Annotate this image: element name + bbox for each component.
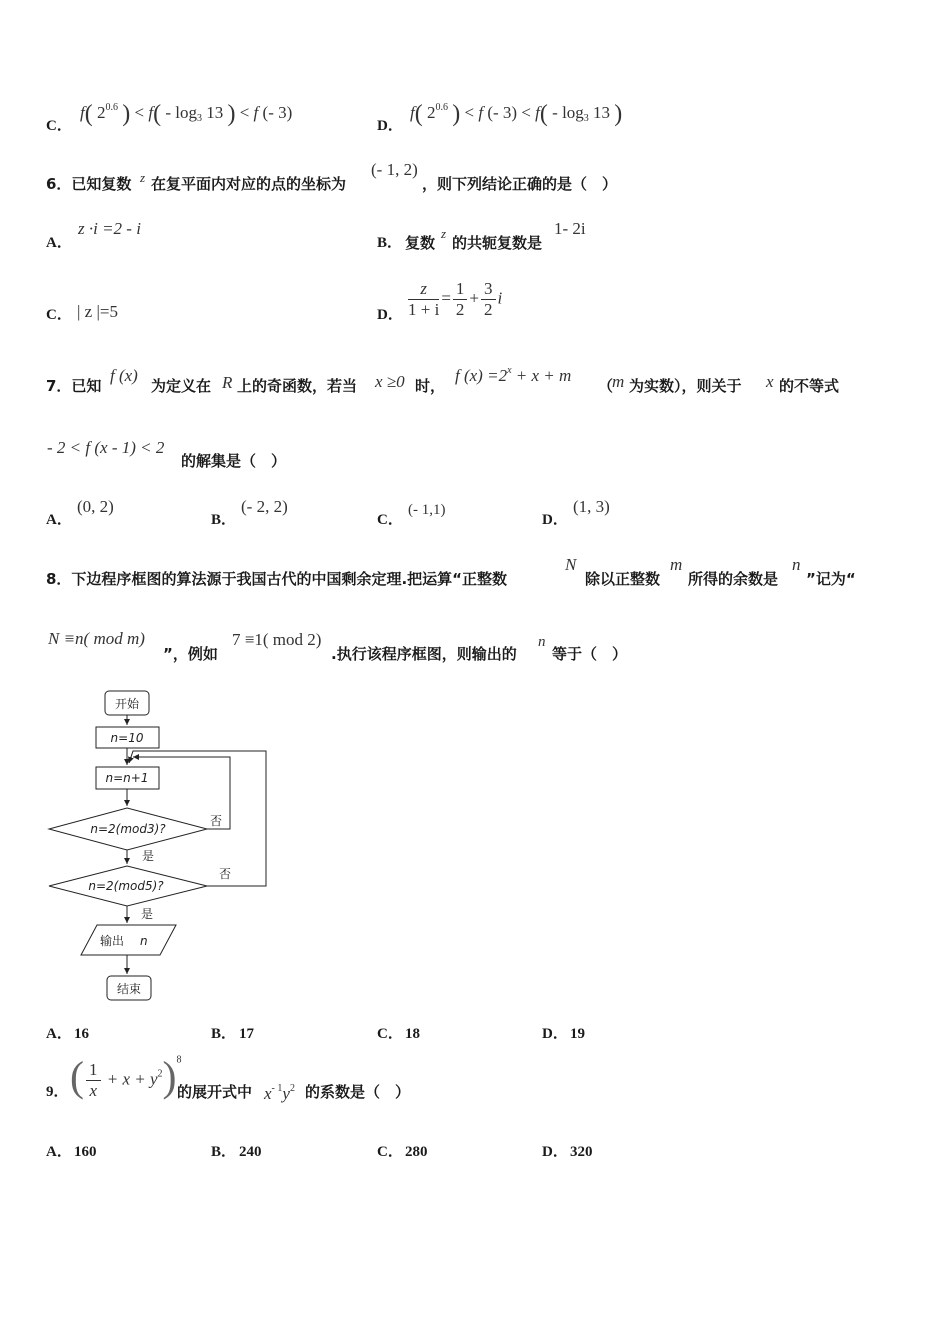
q8-option-a-label: A． bbox=[46, 1026, 72, 1042]
q8-stem-f: .执行该程序框图，则输出的 bbox=[331, 645, 517, 663]
q7-condition: x ≥0 bbox=[375, 372, 405, 391]
q8-n: n bbox=[792, 555, 801, 574]
flowchart-cond2-label: n=2(mod5)? bbox=[88, 879, 164, 893]
q8-option-c: 18 bbox=[405, 1026, 420, 1042]
q7-stem-g: 的不等式 bbox=[779, 377, 840, 395]
q9-term: $x^{- 1}y^2$ bbox=[264, 1083, 295, 1103]
q7-stem-a: 7．已知 bbox=[46, 377, 102, 395]
q7-fx: f (x) bbox=[110, 366, 138, 385]
q7-stem-h: 的解集是（ ） bbox=[181, 452, 287, 470]
q6-option-b-var: z bbox=[441, 226, 447, 241]
flowchart-output-box bbox=[81, 925, 176, 955]
q8-example: 7 ≡1( mod 2) bbox=[232, 630, 322, 649]
flowchart-yes2-label: 是 bbox=[141, 907, 154, 921]
q8-option-a: 16 bbox=[74, 1026, 89, 1042]
q7-option-c-label: C． bbox=[377, 512, 403, 528]
q7-stem-e: （ bbox=[598, 377, 614, 395]
q9-option-b-label: B． bbox=[211, 1144, 237, 1160]
flowchart-init-label: n=10 bbox=[110, 731, 144, 745]
q9-option-b: 240 bbox=[239, 1144, 262, 1160]
q6-option-b-text2: 的共轭复数是 bbox=[452, 234, 543, 252]
q8-stem-c: 所得的余数是 bbox=[688, 570, 779, 588]
q8-stem-a: 8．下边程序框图的算法源于我国古代的中国剩余定理.把运算“正整数 bbox=[46, 570, 507, 588]
q6-stem-a: 6．已知复数 bbox=[46, 175, 132, 193]
q7-option-b-label: B． bbox=[211, 512, 237, 528]
q7-option-a-label: A． bbox=[46, 512, 72, 528]
flowchart bbox=[0, 0, 300, 1010]
q8-m: m bbox=[670, 555, 683, 574]
q9-option-c-label: C． bbox=[377, 1144, 403, 1160]
q9-option-d-label: D． bbox=[542, 1144, 568, 1160]
flowchart-output-label: 输出 bbox=[100, 934, 125, 948]
q7-x: x bbox=[766, 372, 774, 391]
flowchart-cond1-label: n=2(mod3)? bbox=[90, 822, 166, 836]
q6-option-b-math: 1- 2i bbox=[554, 219, 586, 238]
q8-option-b: 17 bbox=[239, 1026, 254, 1042]
q8-option-d-label: D． bbox=[542, 1026, 568, 1042]
q7-stem-f: 为实数），则关于 bbox=[629, 377, 742, 395]
q7-option-a: (0, 2) bbox=[77, 497, 114, 516]
q9-option-a-label: A． bbox=[46, 1144, 72, 1160]
q7-stem-d: 时， bbox=[415, 377, 446, 395]
flowchart-output-var: n bbox=[140, 934, 148, 948]
q9-option-d: 320 bbox=[570, 1144, 593, 1160]
q6-option-d-label: D． bbox=[377, 307, 403, 323]
q8-option-d: 19 bbox=[570, 1026, 585, 1042]
q5-option-c-label: C． bbox=[46, 118, 72, 134]
q7-stem-b: 为定义在 bbox=[151, 377, 212, 395]
q6-option-a: z ·i =2 - i bbox=[78, 219, 141, 238]
q9-option-c: 280 bbox=[405, 1144, 428, 1160]
q7-stem-c: 上的奇函数，若当 bbox=[237, 377, 358, 395]
q8-mod-expression: N ≡n( mod m) bbox=[48, 629, 145, 648]
q9-expression: ( $\frac{1}{x}$ + $x + y^2)^8$ bbox=[70, 1054, 182, 1101]
q8-n2: n bbox=[538, 634, 546, 650]
flowchart-yes1-label: 是 bbox=[142, 849, 155, 863]
q5-option-c-formula: f( $2^{0.6}$ ) < $f( - \log_3 13$ ) < f (- 3) bbox=[80, 101, 293, 127]
q6-option-c-label: C． bbox=[46, 307, 72, 323]
q6-option-b-label: B． bbox=[377, 235, 403, 251]
q6-stem-c: ，则下列结论正确的是（ ） bbox=[422, 175, 618, 193]
q9-number: 9． bbox=[46, 1084, 69, 1100]
q8-stem-e: ”，例如 bbox=[163, 645, 218, 663]
flowchart-no2-label: 否 bbox=[219, 867, 232, 881]
q8-N: N bbox=[565, 555, 577, 574]
q6-option-c: | z |=5 bbox=[77, 302, 118, 321]
q5-option-d-formula: f( $2^{0.6}$ ) < f (- $3) < f( - \log_3 13$ ) bbox=[410, 101, 623, 127]
q7-inequality: - 2 < f (x - 1) < 2 bbox=[47, 438, 165, 457]
flowchart-start-label: 开始 bbox=[114, 697, 140, 711]
q6-option-d-formula: $\frac{z}{1 + i}$ = $\frac{1}{2}$ + $\frac{3}{2}$ i bbox=[408, 279, 503, 319]
flowchart-no1-label: 否 bbox=[210, 814, 223, 828]
q6-stem-b: 在复平面内对应的点的坐标为 bbox=[151, 175, 347, 193]
q7-option-d: (1, 3) bbox=[573, 497, 610, 516]
q8-stem-b: 除以正整数 bbox=[585, 570, 661, 588]
q5-option-d-label: D． bbox=[377, 118, 403, 134]
q8-option-b-label: B． bbox=[211, 1026, 237, 1042]
flowchart-end-label: 结束 bbox=[116, 982, 142, 996]
q8-option-c-label: C． bbox=[377, 1026, 403, 1042]
q9-stem-b: 的系数是（ ） bbox=[305, 1083, 411, 1101]
q9-option-a: 160 bbox=[74, 1144, 97, 1160]
q7-R: R bbox=[222, 373, 233, 392]
q9-stem-a: 的展开式中 bbox=[177, 1083, 253, 1101]
q7-m: m bbox=[612, 372, 625, 391]
q6-option-b-text1: 复数 bbox=[405, 234, 436, 252]
q7-function: f $(x) =2^x + x + m$ bbox=[455, 365, 572, 385]
flowchart-step-label: n=n+1 bbox=[105, 771, 149, 785]
q8-stem-g: 等于（ ） bbox=[552, 645, 628, 663]
q7-option-c: (- 1,1) bbox=[408, 502, 446, 518]
q7-option-b: (- 2, 2) bbox=[241, 497, 288, 516]
q8-stem-d: ”记为“ bbox=[806, 570, 856, 588]
q7-option-d-label: D． bbox=[542, 512, 568, 528]
q6-var-z: z bbox=[140, 170, 146, 185]
q6-point: (- 1, 2) bbox=[371, 160, 418, 179]
q6-option-a-label: A． bbox=[46, 235, 72, 251]
